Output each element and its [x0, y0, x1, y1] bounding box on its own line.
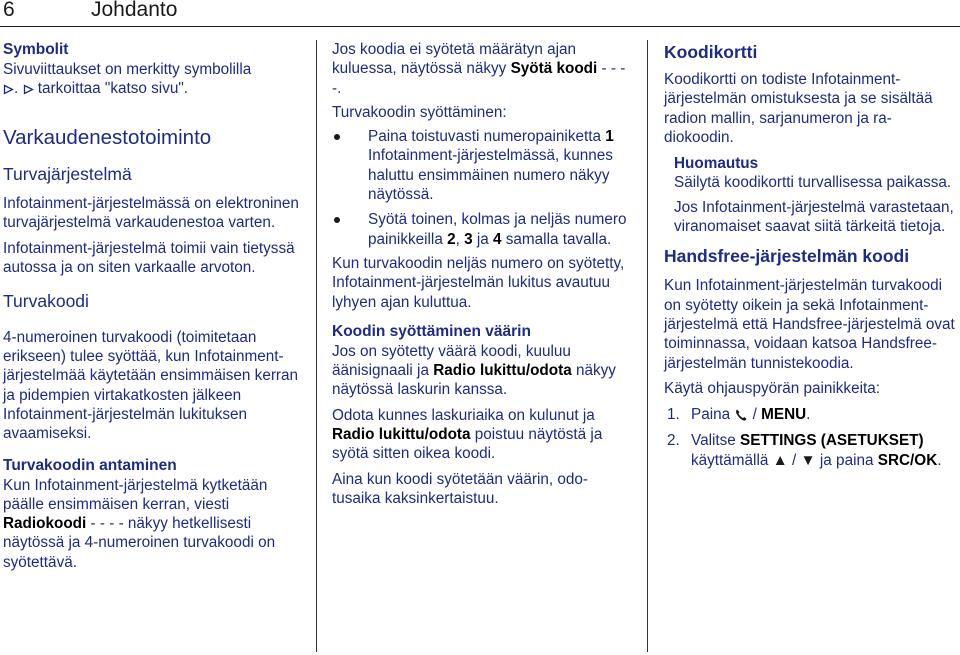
- column-3: [664, 40, 956, 470]
- symbols-text: [3, 60, 303, 99]
- step2-text-e: ja paina: [815, 451, 878, 469]
- arrow-up-icon: ▲: [772, 451, 788, 469]
- handsfree-paragraph-1: Kun Infotainment-järjestelmän turvakoodi on syötetty oikein ja sekä Infotainment-järjestelmä että Handsfree-järjestelmä ovat toiminnassa, voidaan katsoa Handsfree-järjestelmän tunnistekoodia.: [664, 277, 955, 372]
- column-divider: [316, 40, 317, 652]
- timeout-text-c: - - - -.: [332, 60, 626, 97]
- step1-text-a: Paina: [691, 406, 735, 424]
- step1-text-b: /: [748, 406, 762, 424]
- entering-text-a: Kun Infotainment-järjestelmä kytketään päälle ensimmäisen kerran, viesti: [3, 476, 268, 513]
- wrong-code-paragraph: [332, 342, 628, 400]
- step-number: 1.: [667, 406, 680, 424]
- list-item: [332, 210, 628, 249]
- code-card-paragraph: Koodikortti on todiste Infotainment-järjestelmän omistuksesta ja se sisältää radion mallin, sarjanumeron ja radiokoodin.: [664, 71, 933, 146]
- note-paragraph-1: Säilytä koodikortti turvallisessa paikassa.: [674, 174, 952, 192]
- security-heading: Turvajärjestelmä: [3, 163, 132, 184]
- code-heading: Turvakoodi: [3, 290, 89, 311]
- entering-intro: Turvakoodin syöttäminen:: [332, 103, 507, 121]
- wrong-text-c: näkyy näytössä laskurin kanssa.: [332, 362, 616, 399]
- entering-steps: [332, 127, 628, 249]
- security-paragraph-2: Infotainment-järjestelmä toimii vain tietyssä autossa ja on siten varkaalle arvoton.: [3, 240, 295, 277]
- bullet2-text-e: ja: [472, 230, 494, 248]
- handsfree-paragraph-2: Käytä ohjauspyörän painikkeita:: [664, 379, 880, 397]
- theft-heading: Varkaudenestotoiminto: [3, 125, 212, 149]
- code-card-heading: Koodikortti: [664, 42, 758, 62]
- bullet1-text-c: Infotainment-järjestelmässä, kunnes haluttu ensimmäinen numero näkyy näytössä.: [368, 147, 613, 204]
- column-divider: [647, 40, 648, 652]
- symbols-text-b: .: [14, 80, 23, 98]
- list-item: [664, 431, 956, 470]
- radio-locked-label: Radio lukittu/odota: [332, 426, 471, 444]
- list-item: [664, 405, 956, 424]
- button-1-label: 1: [605, 128, 614, 146]
- radio-code-label: Radiokoodi: [3, 515, 87, 533]
- step2-text-g: .: [937, 451, 942, 469]
- step-number: 2.: [667, 432, 680, 450]
- symbols-text-a: Sivuviittaukset on merkitty symbolilla: [3, 61, 252, 78]
- entering-heading: Turvakoodin antaminen: [3, 456, 177, 474]
- wrong-text-a: Jos on syötetty väärä koodi, kuuluu äänisignaali ja: [332, 342, 571, 380]
- button-4-label: 4: [493, 230, 502, 248]
- doubling-paragraph: Aina kun koodi syötetään väärin, odotusaika kaksinkertaistuu.: [332, 470, 588, 507]
- page-reference-icon: [3, 84, 14, 95]
- wait-paragraph: [332, 406, 628, 464]
- note-heading: Huomautus: [674, 155, 759, 173]
- symbols-text-c: tarkoittaa "katso sivu".: [33, 80, 189, 98]
- phone-icon: [734, 408, 748, 422]
- security-paragraph-1: Infotainment-järjestelmässä on elektroninen turvajärjestelmä varkaudenestoa varten.: [3, 194, 299, 231]
- page-header: [0, 0, 960, 27]
- wait-text-a: Odota kunnes laskuriaika on kulunut ja: [332, 406, 595, 424]
- src-ok-label: SRC/OK: [877, 451, 938, 469]
- step1-text-d: .: [806, 406, 811, 424]
- timeout-paragraph: [332, 40, 628, 98]
- menu-label: MENU: [761, 406, 807, 424]
- bullet2-text-c: ,: [455, 230, 465, 248]
- page-reference-icon: [23, 84, 34, 95]
- wrong-code-heading: Koodin syöttäminen väärin: [332, 322, 531, 340]
- step2-text-c: käyttämällä: [691, 451, 773, 469]
- unlock-paragraph: Kun turvakoodin neljäs numero on syötetty, Infotainment-järjestelmän lukitus avautuu lyhyen ajan kuluttua.: [332, 254, 625, 311]
- symbols-heading: Symbolit: [3, 41, 69, 58]
- code-paragraph: 4-numeroinen turvakoodi (toimitetaan erikseen) tulee syöttää, kun Infotainment-järjestelmää käytetään ensimmäisen kerran ja pidempien virtakatkosten jälkeen Infotainment-järjestelmän lukituksen avaamiseksi.: [3, 328, 299, 443]
- radio-locked-label: Radio lukittu/odota: [433, 362, 572, 380]
- settings-label: SETTINGS (ASETUKSET): [740, 432, 924, 450]
- step2-text-d: /: [787, 451, 801, 469]
- bullet2-text-g: samalla tavalla.: [501, 230, 612, 248]
- list-item: [332, 127, 628, 204]
- entering-paragraph: [3, 476, 303, 572]
- arrow-down-icon: ▼: [800, 451, 816, 469]
- note-paragraph-2: Jos Infotainment-järjestelmä varastetaan, viranomaiset saavat siitä tärkeitä tietoja.: [674, 198, 954, 236]
- column-1: [3, 40, 303, 572]
- note-box: [664, 154, 956, 236]
- enter-code-label: Syötä koodi: [510, 60, 598, 78]
- step2-text-a: Valitse: [691, 432, 741, 450]
- entering-text-c: - - - - näkyy hetkellisesti näytössä ja 4-numeroinen turvakoodi on syötettävä.: [3, 515, 276, 571]
- page-number: 6: [3, 0, 15, 21]
- timeout-text-a: Jos koodia ei syötetä määrätyn ajan kuluessa, näytössä näkyy: [332, 41, 577, 78]
- wait-text-c: poistuu näytöstä ja syötä sitten oikea koodi.: [332, 426, 603, 463]
- button-2-label: 2: [447, 230, 456, 248]
- chapter-title: Johdanto: [91, 0, 178, 21]
- bullet2-text-a: Syötä toinen, kolmas ja neljäs numero painikkeilla: [368, 211, 627, 248]
- handsfree-steps: [664, 405, 956, 470]
- bullet1-text-a: Paina toistuvasti numeropainiketta: [368, 128, 606, 146]
- column-2: [332, 40, 628, 508]
- button-3-label: 3: [464, 230, 473, 248]
- handsfree-heading: Handsfree-järjestelmän koodi: [664, 246, 910, 267]
